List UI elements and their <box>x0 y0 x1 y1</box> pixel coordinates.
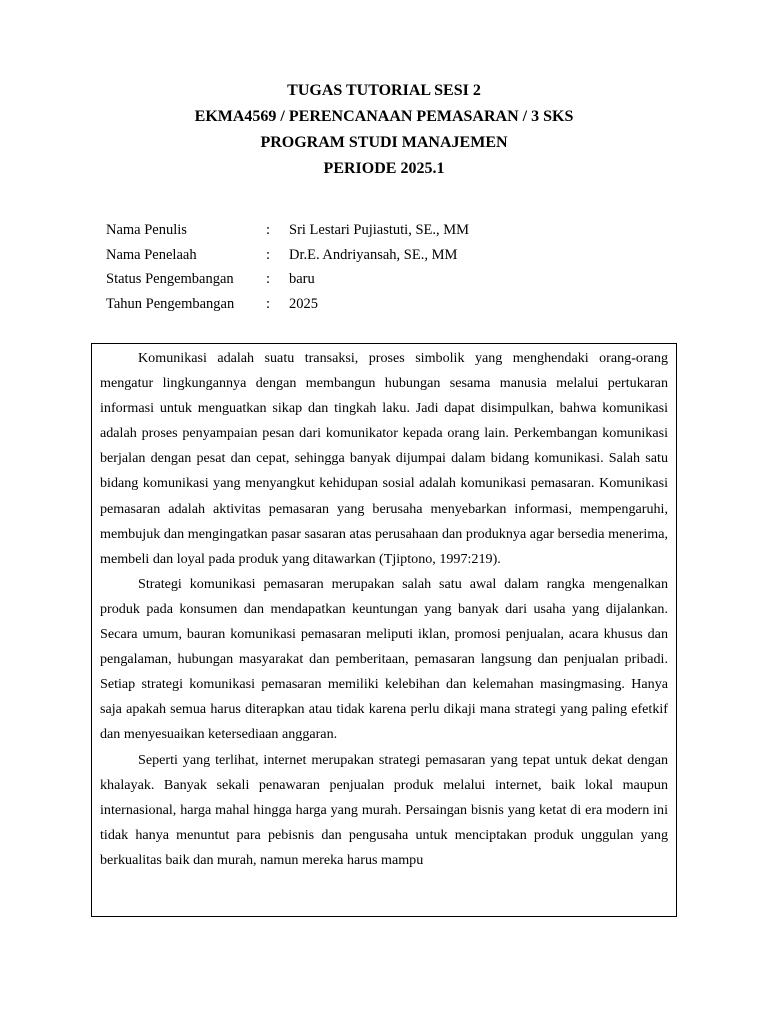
meta-colon: : <box>266 246 271 263</box>
meta-colon: : <box>266 222 271 238</box>
meta-label: Nama Penulis <box>106 222 187 238</box>
document-header <box>0 78 768 182</box>
meta-value: Sri Lestari Pujiastuti, SE., MM <box>289 222 470 238</box>
body-paragraph: Seperti yang terlihat, internet merupakan strategi pemasaran yang tepat untuk dekat dengan khalayak. Banyak sekali penawaran penjualan produk melalui internet, baik lokal maupun internasional, harga mahal hingga harga yang murah. Persaingan bisnis yang ketat di era modern ini tidak hanya menuntut para pebisnis dan pengusaha untuk menciptakan produk unggulan yang berkualitas baik dan murah, namun mereka harus mampu <box>100 751 668 868</box>
meta-label: Nama Penelaah <box>106 246 197 263</box>
meta-value: Dr.E. Andriyansah, SE., MM <box>289 246 458 263</box>
meta-colon: : <box>266 295 271 312</box>
author-info <box>106 218 469 316</box>
header-program: PROGRAM STUDI MANAJEMEN <box>260 134 508 151</box>
header-course: EKMA4569 / PERENCANAAN PEMASARAN / 3 SKS <box>194 108 574 125</box>
meta-row <box>106 243 469 268</box>
body-paragraph: Komunikasi adalah suatu transaksi, proses simbolik yang menghendaki orang-orang mengatur lingkungannya dengan membangun hubungan sesama manusia melalui pertukaran informasi untuk menguatkan sikap dan tingkah laku. Jadi dapat disimpulkan, bahwa komunikasi adalah proses penyampaian pesan dari komunikator kepada orang lain. Perkembangan komunikasi berjalan dengan pesat dan cepat, sehingga banyak dijumpai dalam bidang komunikasi. Salah satu bidang komunikasi yang menyangkut kehidupan sosial adalah komunikasi pemasaran. Komunikasi pemasaran adalah aktivitas pemasaran yang berusaha menyebarkan informasi, mempengaruhi, membujuk dan mengingatkan pasar sasaran atas perusahaan dan produknya agar bersedia menerima, membeli dan loyal pada produk yang ditawarkan (Tjiptono, 1997:219). <box>100 350 668 567</box>
body-text-box <box>91 343 677 917</box>
header-period: PERIODE 2025.1 <box>323 160 445 177</box>
meta-label: Tahun Pengembangan <box>106 295 235 312</box>
meta-value: 2025 <box>289 295 318 312</box>
header-title: TUGAS TUTORIAL SESI 2 <box>287 82 481 99</box>
body-paragraph: Strategi komunikasi pemasaran merupakan salah satu awal dalam rangka mengenalkan produk pada konsumen dan mendapatkan keuntungan yang banyak dari usaha yang dijalankan. Secara umum, bauran komunikasi pemasaran meliputi iklan, promosi penjualan, acara khusus dan pengalaman, hubungan masyarakat dan pemberitaan, pemasaran langsung dan penjualan pribadi. Setiap strategi komunikasi pemasaran memiliki kelebihan dan kelemahan masingmasing. Hanya saja apakah semua harus diterapkan atau tidak karena perlu dikaji mana strategi yang paling efetkif dan menyesuaikan ketersediaan anggaran. <box>100 575 668 743</box>
meta-row <box>106 292 469 317</box>
meta-label: Status Pengembangan <box>106 271 234 287</box>
meta-value: baru <box>289 271 315 287</box>
meta-row <box>106 267 469 292</box>
meta-colon: : <box>266 271 271 287</box>
meta-row <box>106 218 469 243</box>
